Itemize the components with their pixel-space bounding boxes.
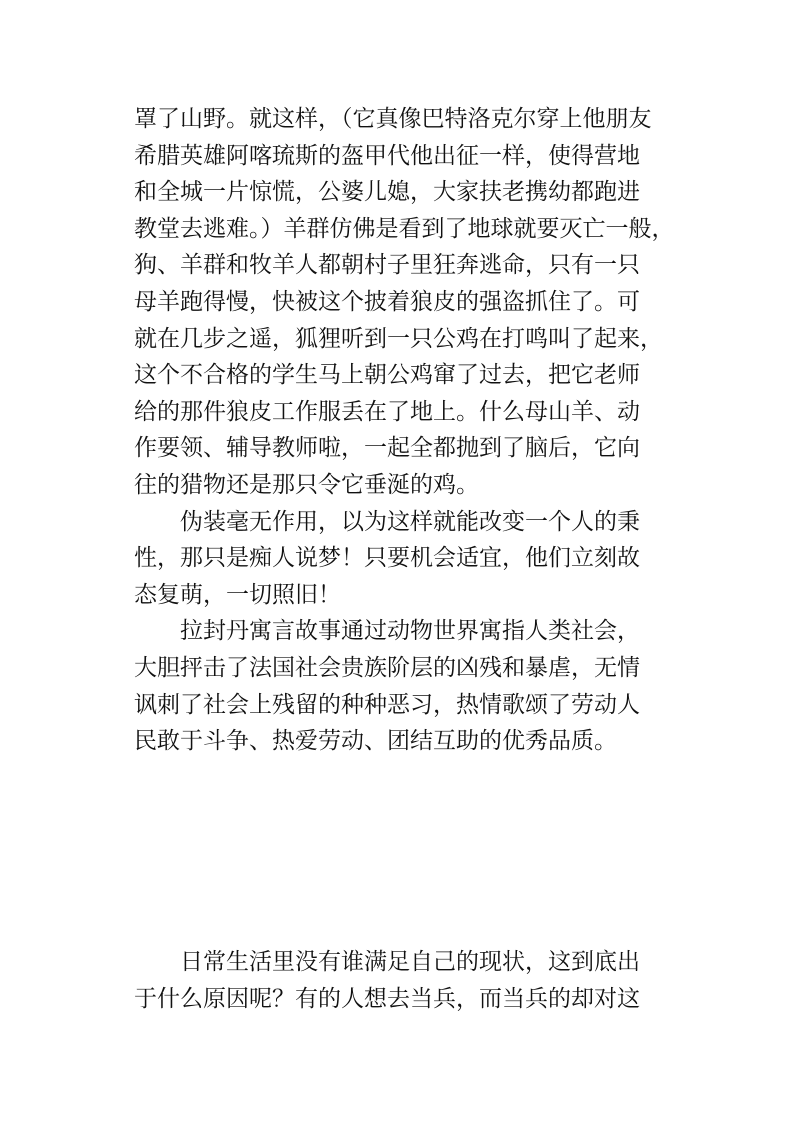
- text-line: 给的那件狼皮工作服丢在了地上。什么母山羊、动: [134, 398, 640, 425]
- paragraph-start-line: 拉封丹寓言故事通过动物世界寓指人类社会，: [180, 618, 640, 645]
- text-line: 罩了山野。就这样，（它真像巴特洛克尔穿上他朋友: [134, 106, 652, 132]
- text-line: 就在几步之遥，狐狸听到一只公鸡在打鸣叫了起来，: [134, 325, 663, 352]
- text-line: 狗、羊群和牧羊人都朝村子里狂奔逃命，只有一只: [134, 252, 640, 279]
- text-line: 希腊英雄阿喀琉斯的盔甲代他出征一样，使得营地: [134, 142, 640, 169]
- text-line: 往的猎物还是那只令它垂涎的鸡。: [134, 471, 479, 498]
- paragraph-start-line: 伪装毫无作用，以为这样就能改变一个人的秉: [180, 508, 640, 535]
- text-line: 于什么原因呢？有的人想去当兵，而当兵的却对这: [134, 985, 640, 1012]
- text-line: 教堂去逃难。）羊群仿佛是看到了地球就要灭亡一般，: [134, 215, 675, 242]
- text-line: 母羊跑得慢，快被这个披着狼皮的强盗抓住了。可: [134, 288, 640, 315]
- text-line: 讽刺了社会上残留的种种恶习，热情歌颂了劳动人: [134, 691, 640, 718]
- text-line: 民敢于斗争、热爱劳动、团结互助的优秀品质。: [134, 728, 617, 755]
- story-text-block: [134, 101, 674, 760]
- essay-text-block: [134, 944, 674, 1017]
- text-line: 大胆抨击了法国社会贵族阶层的凶残和暴虐，无情: [134, 654, 640, 681]
- text-line: 作要领、辅导教师啦，一起全都抛到了脑后，它向: [134, 435, 640, 462]
- text-line: 和全城一片惊慌，公婆儿媳，大家扶老携幼都跑进: [134, 179, 640, 206]
- text-line: 性，那只是痴人说梦！只要机会适宜，他们立刻故: [134, 545, 640, 572]
- text-line: 这个不合格的学生马上朝公鸡窜了过去，把它老师: [134, 362, 640, 389]
- text-line: 态复萌，一切照旧！: [134, 581, 341, 608]
- paragraph-start-line: 日常生活里没有谁满足自己的现状，这到底出: [180, 949, 640, 975]
